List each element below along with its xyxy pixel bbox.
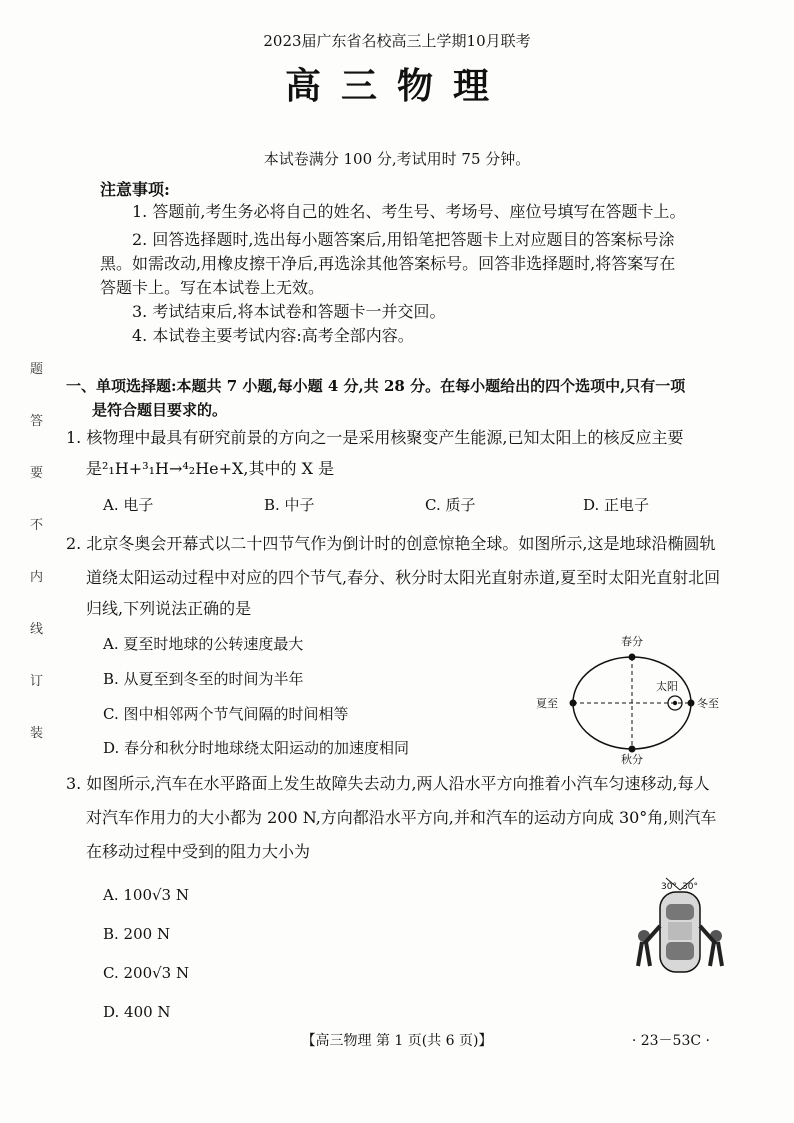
q3-option-b: B. 200 N: [103, 925, 171, 943]
margin-char: 订: [30, 674, 44, 689]
question-1-text-cont: 是²₁H+³₁H→⁴₂He+X,其中的 X 是: [86, 459, 335, 478]
q3-option-d: D. 400 N: [103, 1003, 171, 1021]
margin-char: 装: [30, 726, 44, 741]
notice-item: 答题卡上。写在本试卷上无效。: [100, 278, 325, 297]
margin-char: 线: [30, 622, 44, 637]
q1-option-d: D. 正电子: [583, 496, 650, 514]
question-2-text-cont: 归线,下列说法正确的是: [86, 599, 252, 618]
angle-label-left: 30°: [661, 882, 677, 892]
winter-point: [688, 700, 695, 707]
notice-item: 2. 回答选择题时,选出每小题答案后,用铅笔把答题卡上对应题目的答案标号涂: [132, 230, 675, 249]
section-heading: 一、单项选择题:本题共 7 小题,每小题 4 分,共 28 分。在每小题给出的四个选项中,只有一项: [66, 377, 686, 395]
q2-option-a: A. 夏至时地球的公转速度最大: [103, 635, 304, 653]
q1-option-c: C. 质子: [425, 496, 476, 514]
margin-char: 内: [30, 570, 44, 585]
question-3-text-cont: 在移动过程中受到的阻力大小为: [86, 842, 311, 861]
question-3-text-cont: 对汽车作用力的大小都为 200 N,方向都沿水平方向,并和汽车的运动方向成 30°角,则汽车: [86, 808, 717, 827]
question-2-text: 2. 北京冬奥会开幕式以二十四节气作为倒计时的创意惊艳全球。如图所示,这是地球沿椭圆轨: [66, 534, 716, 553]
question-3-text: 3. 如图所示,汽车在水平路面上发生故障失去动力,两人沿水平方向推着小汽车匀速移动,每人: [66, 774, 710, 793]
q3-option-a: A. 100√3 N: [103, 886, 189, 904]
q3-option-c: C. 200√3 N: [103, 964, 190, 982]
q1-option-b: B. 中子: [264, 496, 315, 514]
car-roof: [668, 922, 692, 940]
score-line: 本试卷满分 100 分,考试用时 75 分钟。: [263, 150, 531, 168]
car-windshield: [666, 942, 694, 960]
label-summer: 夏至: [536, 697, 558, 710]
autumn-point: [629, 746, 636, 753]
page-title: 高三物理: [284, 65, 509, 107]
exam-subtitle: 2023届广东省名校高三上学期10月联考: [263, 32, 531, 50]
orbit-diagram: [530, 628, 730, 766]
sun-center: [673, 701, 677, 705]
car-push-illustration: [630, 876, 730, 978]
label-winter: 冬至: [697, 697, 719, 710]
q1-option-a: A. 电子: [103, 496, 154, 514]
margin-char: 答: [30, 414, 44, 429]
notice-item: 1. 答题前,考生务必将自己的姓名、考生号、考场号、座位号填写在答题卡上。: [132, 202, 686, 221]
angle-label-right: 30°: [682, 882, 698, 892]
q2-option-c: C. 图中相邻两个节气间隔的时间相等: [103, 705, 349, 723]
notice-title: 注意事项:: [100, 180, 170, 199]
footer-code: · 23－53C ·: [631, 1033, 710, 1049]
footer-page-info: 【高三物理 第 1 页(共 6 页)】: [301, 1033, 493, 1049]
section-heading-cont: 是符合题目要求的。: [92, 401, 228, 419]
label-sun: 太阳: [656, 680, 678, 693]
margin-char: 要: [30, 466, 44, 481]
car-rear-window: [666, 904, 694, 920]
question-1-text: 1. 核物理中最具有研究前景的方向之一是采用核聚变产生能源,已知太阳上的核反应主要: [66, 428, 684, 447]
q2-option-d: D. 春分和秋分时地球绕太阳运动的加速度相同: [103, 739, 410, 757]
question-2-text-cont: 道绕太阳运动过程中对应的四个节气,春分、秋分时太阳光直射赤道,夏至时太阳光直射北回: [86, 568, 721, 587]
label-autumn: 秋分: [621, 753, 643, 766]
summer-point: [570, 700, 577, 707]
notice-item: 3. 考试结束后,将本试卷和答题卡一并交回。: [132, 302, 446, 321]
notice-item: 4. 本试卷主要考试内容:高考全部内容。: [132, 326, 414, 345]
label-spring: 春分: [621, 635, 643, 648]
notice-item: 黑。如需改动,用橡皮擦干净后,再选涂其他答案标号。回答非选择题时,将答案写在: [100, 254, 676, 273]
spring-point: [629, 654, 636, 661]
margin-char: 不: [30, 518, 44, 533]
margin-char: 题: [30, 362, 44, 377]
q2-option-b: B. 从夏至到冬至的时间为半年: [103, 670, 304, 688]
